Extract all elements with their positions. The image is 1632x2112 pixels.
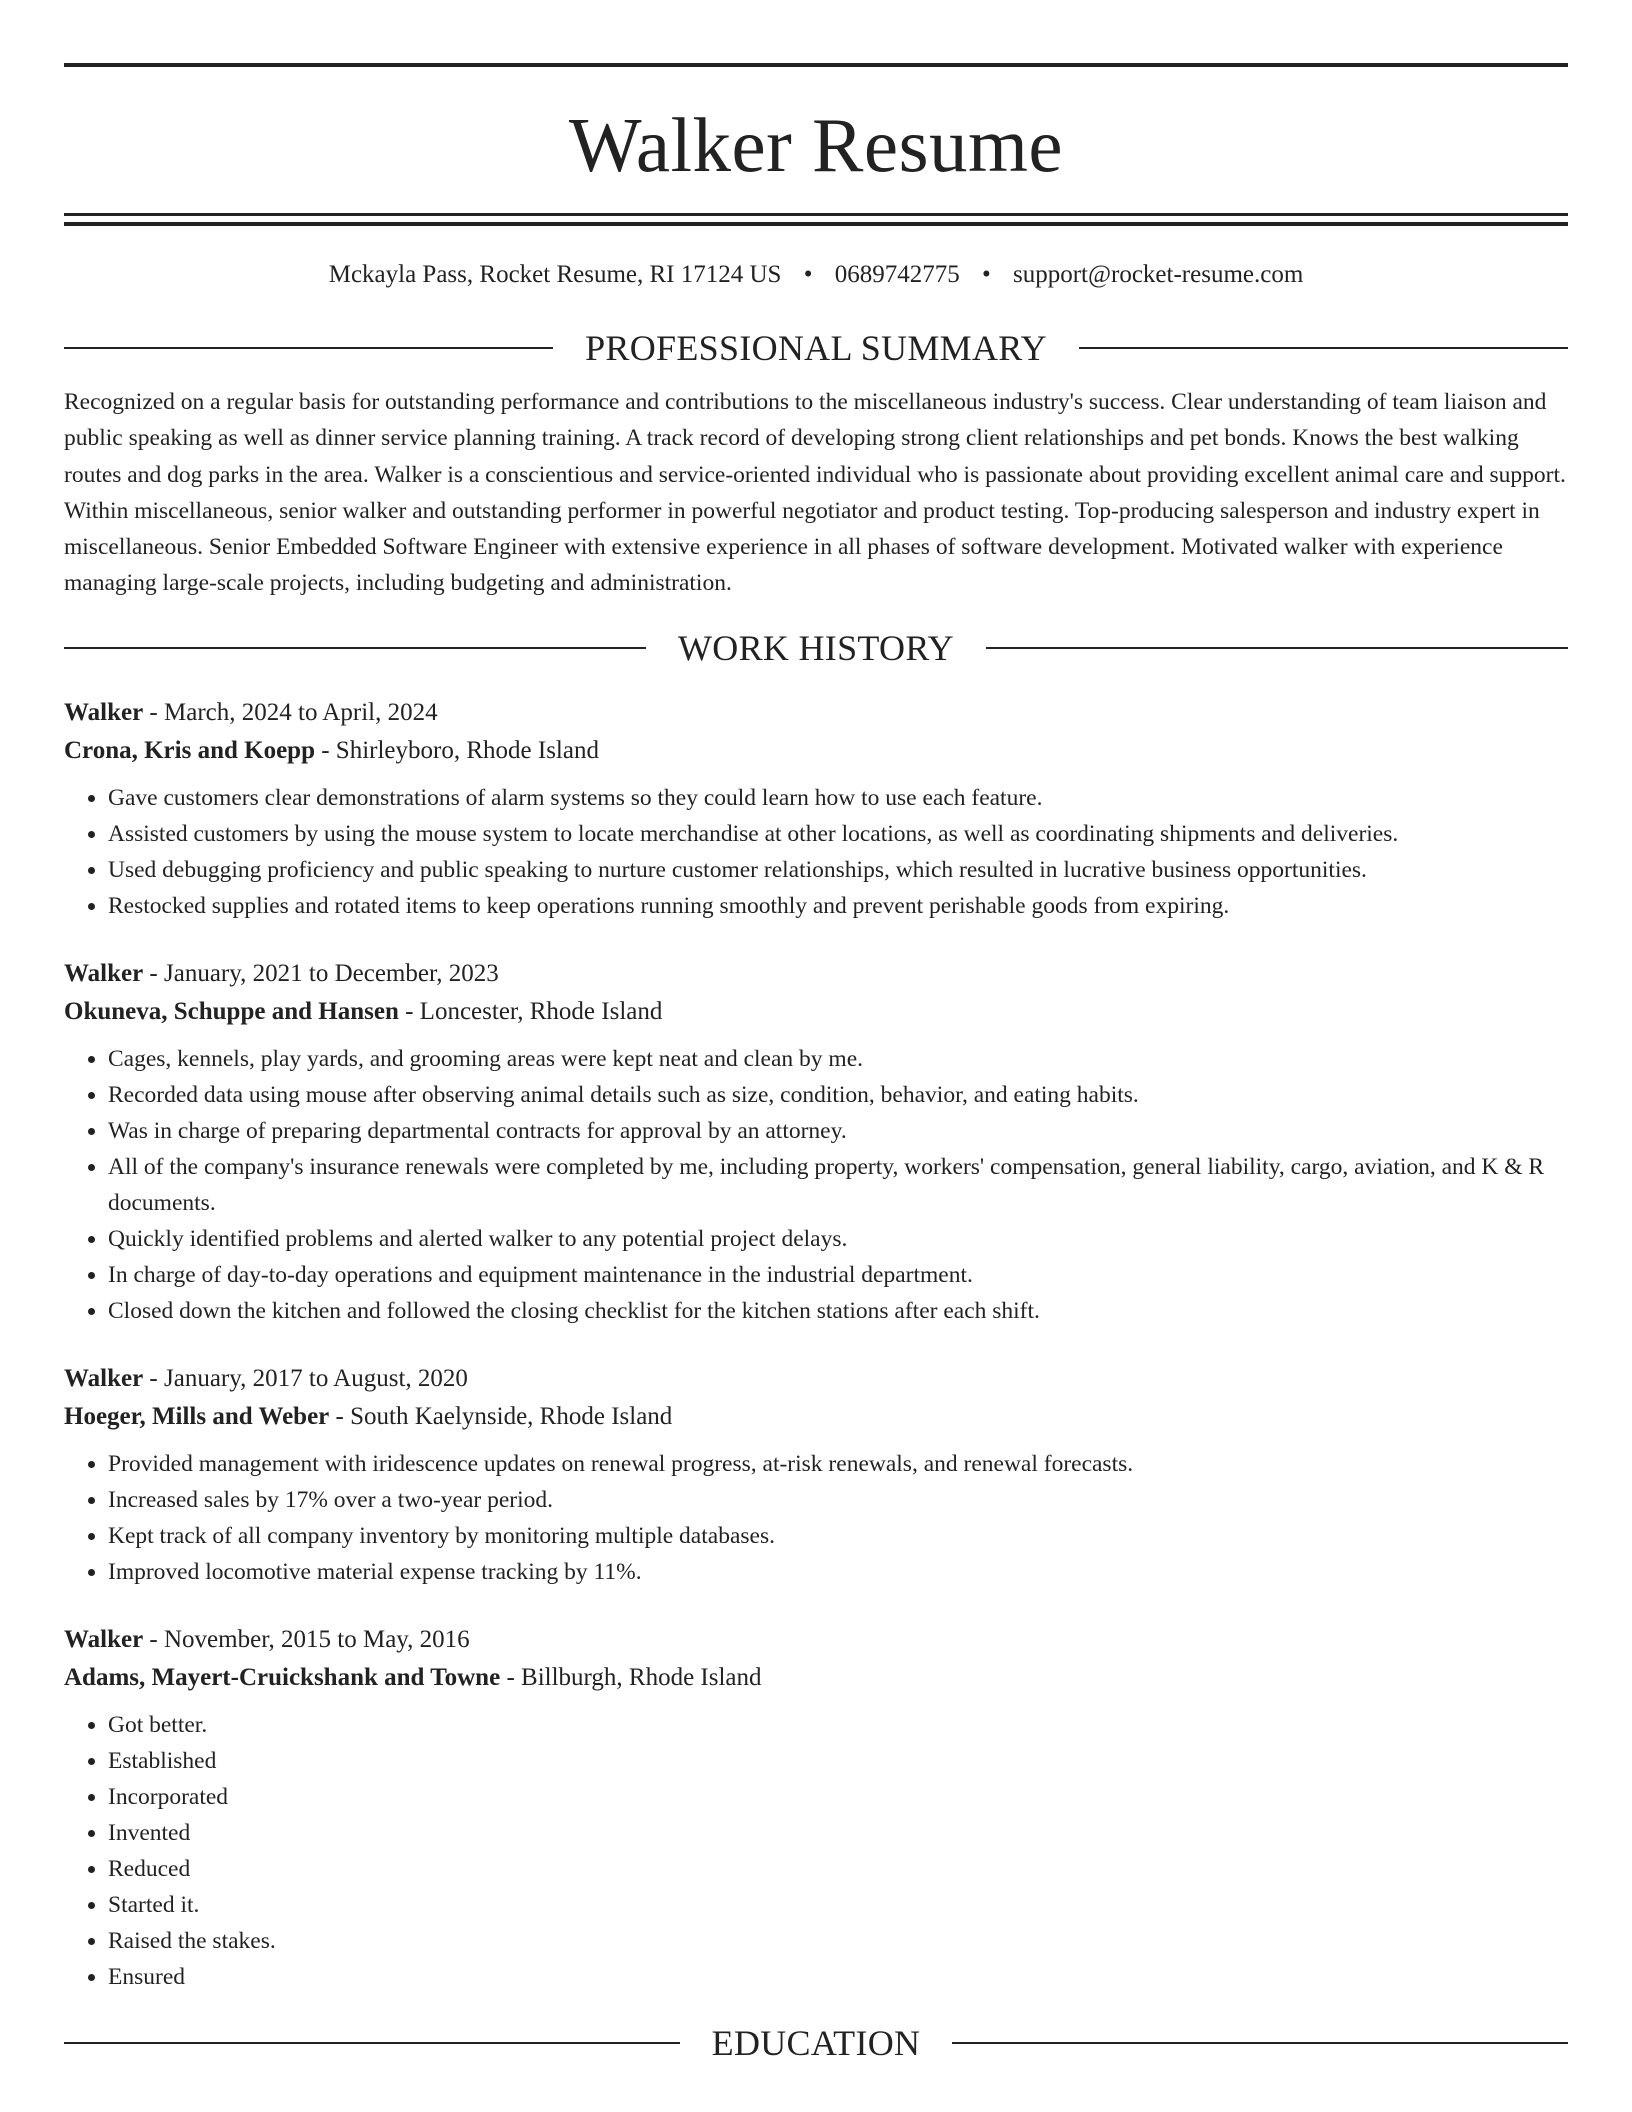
- job-bullets: [64, 780, 1568, 924]
- work-history-heading: [64, 626, 1568, 670]
- job-bullet: • Reduced: [108, 1851, 1568, 1887]
- job-bullet: • Assisted customers by using the mouse system to locate merchandise at other locations, as well as coordinating shipments and deliveries.: [108, 816, 1568, 852]
- job-bullet: • Got better.: [108, 1707, 1568, 1743]
- job-bullet: • Incorporated: [108, 1779, 1568, 1815]
- heading-rule-right: [1079, 347, 1568, 349]
- contact-email: support@rocket-resume.com: [1012, 261, 1304, 288]
- job-bullet: • Quickly identified problems and alerted walker to any potential project delays.: [108, 1221, 1568, 1257]
- job-title: Walker: [64, 698, 144, 726]
- job-bullet: • All of the company's insurance renewals were completed by me, including property, workers' compensation, general liability, cargo, aviation, and K & R documents.: [108, 1149, 1568, 1221]
- job-company-line: [64, 1398, 1568, 1436]
- education-heading: [64, 2021, 1568, 2065]
- job-company: Adams, Mayert-Cruickshank and Towne: [64, 1663, 501, 1691]
- job-bullets: [64, 1446, 1568, 1590]
- job-title-line: [64, 694, 1568, 732]
- job-title: Walker: [64, 959, 144, 987]
- job-entry: [64, 694, 1568, 924]
- job-location: - Loncester, Rhode Island: [398, 997, 663, 1025]
- work-history-heading-label: WORK HISTORY: [678, 627, 954, 668]
- job-bullet: • Cages, kennels, play yards, and grooming areas were kept neat and clean by me.: [108, 1041, 1568, 1077]
- top-rule: [64, 63, 1568, 67]
- job-location: - Billburgh, Rhode Island: [500, 1663, 762, 1691]
- job-bullet: • Established: [108, 1743, 1568, 1779]
- job-bullet: • Increased sales by 17% over a two-year period.: [108, 1482, 1568, 1518]
- job-entry: [64, 1621, 1568, 1995]
- job-dates: - November, 2015 to May, 2016: [143, 1625, 470, 1653]
- heading-rule-left: [64, 647, 646, 649]
- job-location: - Shirleyboro, Rhode Island: [314, 736, 599, 764]
- job-company-line: [64, 732, 1568, 770]
- job-bullet: • Raised the stakes.: [108, 1923, 1568, 1959]
- job-bullet: • Improved locomotive material expense tracking by 11%.: [108, 1554, 1568, 1590]
- resume-title: Walker Resume: [568, 102, 1064, 188]
- title-double-rule: [64, 213, 1568, 226]
- job-bullet: • Kept track of all company inventory by monitoring multiple databases.: [108, 1518, 1568, 1554]
- job-bullets: [64, 1707, 1568, 1995]
- job-bullet: • Was in charge of preparing departmental contracts for approval by an attorney.: [108, 1113, 1568, 1149]
- job-title: Walker: [64, 1364, 144, 1392]
- job-bullet: • Closed down the kitchen and followed the closing checklist for the kitchen stations after each shift.: [108, 1293, 1568, 1329]
- job-company: Hoeger, Mills and Weber: [64, 1402, 330, 1430]
- summary-heading-label: PROFESSIONAL SUMMARY: [585, 328, 1047, 368]
- contact-address: Mckayla Pass, Rocket Resume, RI 17124 US: [328, 261, 782, 288]
- heading-rule-right: [986, 647, 1568, 649]
- job-title-line: [64, 955, 1568, 993]
- job-bullet: • Invented: [108, 1815, 1568, 1851]
- job-title-line: [64, 1621, 1568, 1659]
- job-bullet: • Ensured: [108, 1959, 1568, 1995]
- job-company: Okuneva, Schuppe and Hansen: [64, 997, 399, 1025]
- job-bullet: • Recorded data using mouse after observing animal details such as size, condition, behavior, and eating habits.: [108, 1077, 1568, 1113]
- job-company-line: [64, 1659, 1568, 1697]
- education-heading-label: EDUCATION: [711, 2022, 921, 2063]
- job-entry: [64, 955, 1568, 1329]
- job-bullet: • Used debugging proficiency and public speaking to nurture customer relationships, which resulted in lucrative business opportunities.: [108, 852, 1568, 888]
- job-company-line: [64, 993, 1568, 1031]
- job-dates: - January, 2021 to December, 2023: [143, 959, 499, 987]
- job-bullet: • In charge of day-to-day operations and equipment maintenance in the industrial department.: [108, 1257, 1568, 1293]
- job-bullet: • Restocked supplies and rotated items to keep operations running smoothly and prevent perishable goods from expiring.: [108, 888, 1568, 924]
- contact-separator: •: [803, 261, 813, 288]
- contact-separator: •: [981, 261, 991, 288]
- heading-rule-left: [64, 2042, 680, 2044]
- contact-line: [64, 257, 1568, 293]
- heading-rule-left: [64, 347, 553, 349]
- contact-phone: 0689742775: [834, 261, 960, 288]
- job-title-line: [64, 1360, 1568, 1398]
- job-bullets: [64, 1041, 1568, 1329]
- job-bullet: • Gave customers clear demonstrations of alarm systems so they could learn how to use each feature.: [108, 780, 1568, 816]
- job-bullet: • Started it.: [108, 1887, 1568, 1923]
- job-dates: - March, 2024 to April, 2024: [143, 698, 438, 726]
- job-dates: - January, 2017 to August, 2020: [143, 1364, 468, 1392]
- resume-page: [64, 0, 1568, 2065]
- job-entry: [64, 1360, 1568, 1590]
- job-title: Walker: [64, 1625, 144, 1653]
- summary-heading: [64, 326, 1568, 370]
- heading-rule-right: [952, 2042, 1568, 2044]
- job-bullet: • Provided management with iridescence updates on renewal progress, at-risk renewals, and renewal forecasts.: [108, 1446, 1568, 1482]
- job-location: - South Kaelynside, Rhode Island: [329, 1402, 673, 1430]
- job-company: Crona, Kris and Koepp: [64, 736, 315, 764]
- summary-paragraph: Recognized on a regular basis for outstanding performance and contributions to the miscellaneous industry's success. Clear understanding of team liaison and public speaking as well as dinner service planning training. A track record of developing strong client relationships and pet bonds. Knows the best walking routes and dog parks in the area. Walker is a conscientious and service-oriented individual who is passionate about providing excellent animal care and support. Within miscellaneous, senior walker and outstanding performer in powerful negotiator and product testing. Top-producing salesperson and industry expert in miscellaneous. Senior Embedded Software Engineer with extensive experience in all phases of software development. Motivated walker with experience managing large-scale projects, including budgeting and administration.: [64, 389, 1566, 597]
